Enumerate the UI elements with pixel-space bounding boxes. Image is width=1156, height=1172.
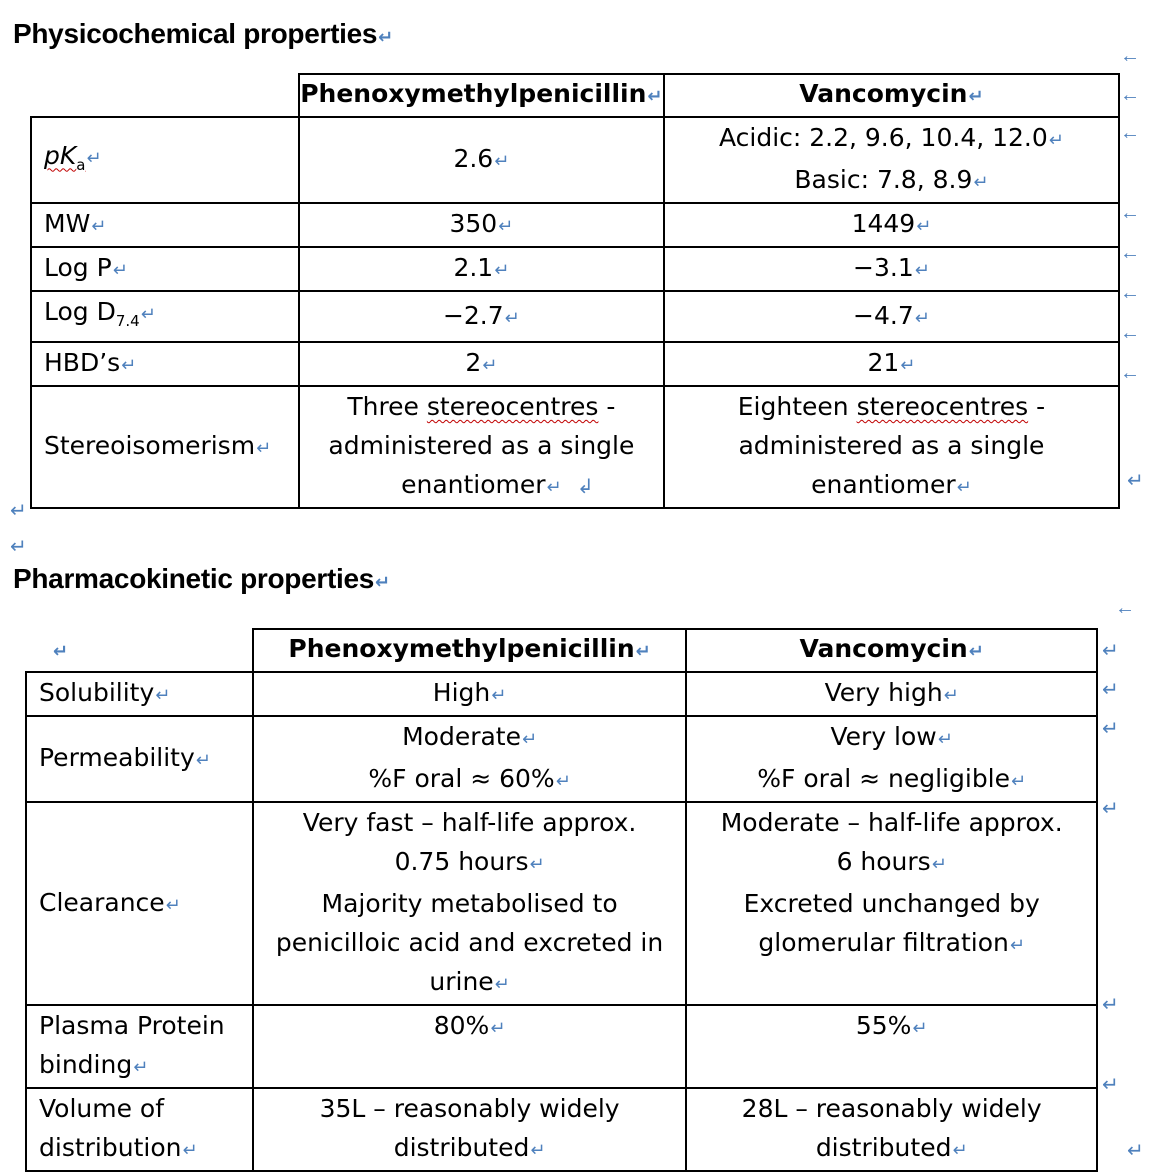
row-label-stereo: Stereoisomerism↵ — [31, 386, 299, 508]
physicochemical-heading: Physicochemical properties↵ — [13, 18, 393, 49]
return-mark: ↵ — [1102, 994, 1119, 1016]
cell-marker: ← — [1120, 322, 1140, 344]
table-row — [26, 802, 1097, 1005]
cell-marker: ← — [1120, 282, 1140, 304]
cell-marker: ← — [1120, 202, 1140, 224]
header-vancomycin: Vancomycin↵ — [686, 629, 1097, 672]
header-phenoxymethylpenicillin: Phenoxymethylpenicillin↵ — [299, 74, 664, 117]
table-row — [26, 1005, 1097, 1088]
return-mark: ↵ — [1102, 798, 1119, 820]
row-label-plasma-protein: Plasma Protein binding↵ — [26, 1005, 253, 1088]
row-label-clearance: Clearance↵ — [26, 802, 253, 1005]
pka-penicillin: 2.6↵ — [299, 117, 664, 203]
vd-penicillin: 35L – reasonably widely distributed↵ — [253, 1088, 687, 1171]
return-mark: ↵ — [10, 536, 27, 558]
mw-vancomycin: 1449↵ — [664, 203, 1119, 247]
row-label-pka: $pK_a↵$ — [31, 117, 299, 203]
header-phenoxymethylpenicillin: Phenoxymethylpenicillin↵ — [253, 629, 687, 672]
table-row — [31, 247, 1119, 291]
row-label-permeability: Permeability↵ — [26, 716, 253, 802]
header-vancomycin: Vancomycin↵ — [664, 74, 1119, 117]
return-mark: ↲ — [577, 476, 594, 498]
return-mark: ↵ — [1102, 640, 1119, 662]
permeability-penicillin: Moderate↵ %F oral ≈ 60%↵ — [253, 716, 687, 802]
clearance-vancomycin: Moderate – half-life approx. 6 hours↵ Excreted unchanged by glomerular filtration↵ — [686, 802, 1097, 1005]
logp-vancomycin: −3.1↵ — [664, 247, 1119, 291]
return-mark: ↵ — [375, 572, 390, 592]
return-mark: ↵ — [1102, 1074, 1119, 1096]
row-label-volume: Volume of distribution↵ — [26, 1088, 253, 1171]
header-empty: ↵ — [53, 640, 69, 662]
ppb-penicillin: 80%↵ — [253, 1005, 687, 1088]
clearance-penicillin: Very fast – half-life approx. 0.75 hours↵ Majority metabolised to penicilloic acid and excreted in urine↵ — [253, 802, 687, 1005]
row-label-hbd: HBD’s↵ — [31, 342, 299, 386]
permeability-vancomycin: Very low↵ %F oral ≈ negligible↵ — [686, 716, 1097, 802]
table-row — [31, 291, 1119, 342]
logd-penicillin: −2.7↵ — [299, 291, 664, 342]
pharmacokinetic-table — [25, 628, 1098, 1172]
cell-marker: ← — [1120, 242, 1140, 264]
hbd-penicillin: 2↵ — [299, 342, 664, 386]
row-label-logp: Log P↵ — [31, 247, 299, 291]
table-row — [31, 117, 1119, 203]
pka-vancomycin: Acidic: 2.2, 9.6, 10.4, 12.0↵ Basic: 7.8, 8.9↵ — [664, 117, 1119, 203]
return-mark: ↵ — [1127, 470, 1144, 492]
physicochemical-table — [30, 73, 1120, 509]
table-row — [26, 716, 1097, 802]
table-row — [31, 342, 1119, 386]
table-row — [31, 203, 1119, 247]
row-label-mw: MW↵ — [31, 203, 299, 247]
stereo-penicillin: Three stereocentres - administered as a single enantiomer↵ — [299, 386, 664, 508]
ppb-vancomycin: 55%↵ — [686, 1005, 1097, 1088]
cell-marker: ← — [1120, 45, 1140, 67]
pharmacokinetic-heading: Pharmacokinetic properties↵ — [13, 563, 390, 594]
return-mark: ↵ — [1127, 1140, 1144, 1162]
table-row — [26, 1088, 1097, 1171]
table-row — [31, 386, 1119, 508]
logd-vancomycin: −4.7↵ — [664, 291, 1119, 342]
mw-penicillin: 350↵ — [299, 203, 664, 247]
cell-marker: ← — [1115, 597, 1135, 619]
return-mark: ↵ — [1102, 718, 1119, 740]
solubility-vancomycin: Very high↵ — [686, 672, 1097, 716]
row-label-solubility: Solubility↵ — [26, 672, 253, 716]
logp-penicillin: 2.1↵ — [299, 247, 664, 291]
cell-marker: ← — [1120, 84, 1140, 106]
cell-marker: ← — [1120, 122, 1140, 144]
table-row — [26, 672, 1097, 716]
row-label-logd: Log $D_{7.4}↵$ — [31, 291, 299, 342]
cell-marker: ← — [1120, 362, 1140, 384]
return-mark: ↵ — [1102, 679, 1119, 701]
vd-vancomycin: 28L – reasonably widely distributed↵ — [686, 1088, 1097, 1171]
stereo-vancomycin: Eighteen stereocentres - administered as a single enantiomer↵ — [664, 386, 1119, 508]
header-empty — [31, 74, 299, 117]
hbd-vancomycin: 21↵ — [664, 342, 1119, 386]
solubility-penicillin: High↵ — [253, 672, 687, 716]
return-mark: ↵ — [378, 27, 393, 47]
return-mark: ↵ — [10, 500, 27, 522]
